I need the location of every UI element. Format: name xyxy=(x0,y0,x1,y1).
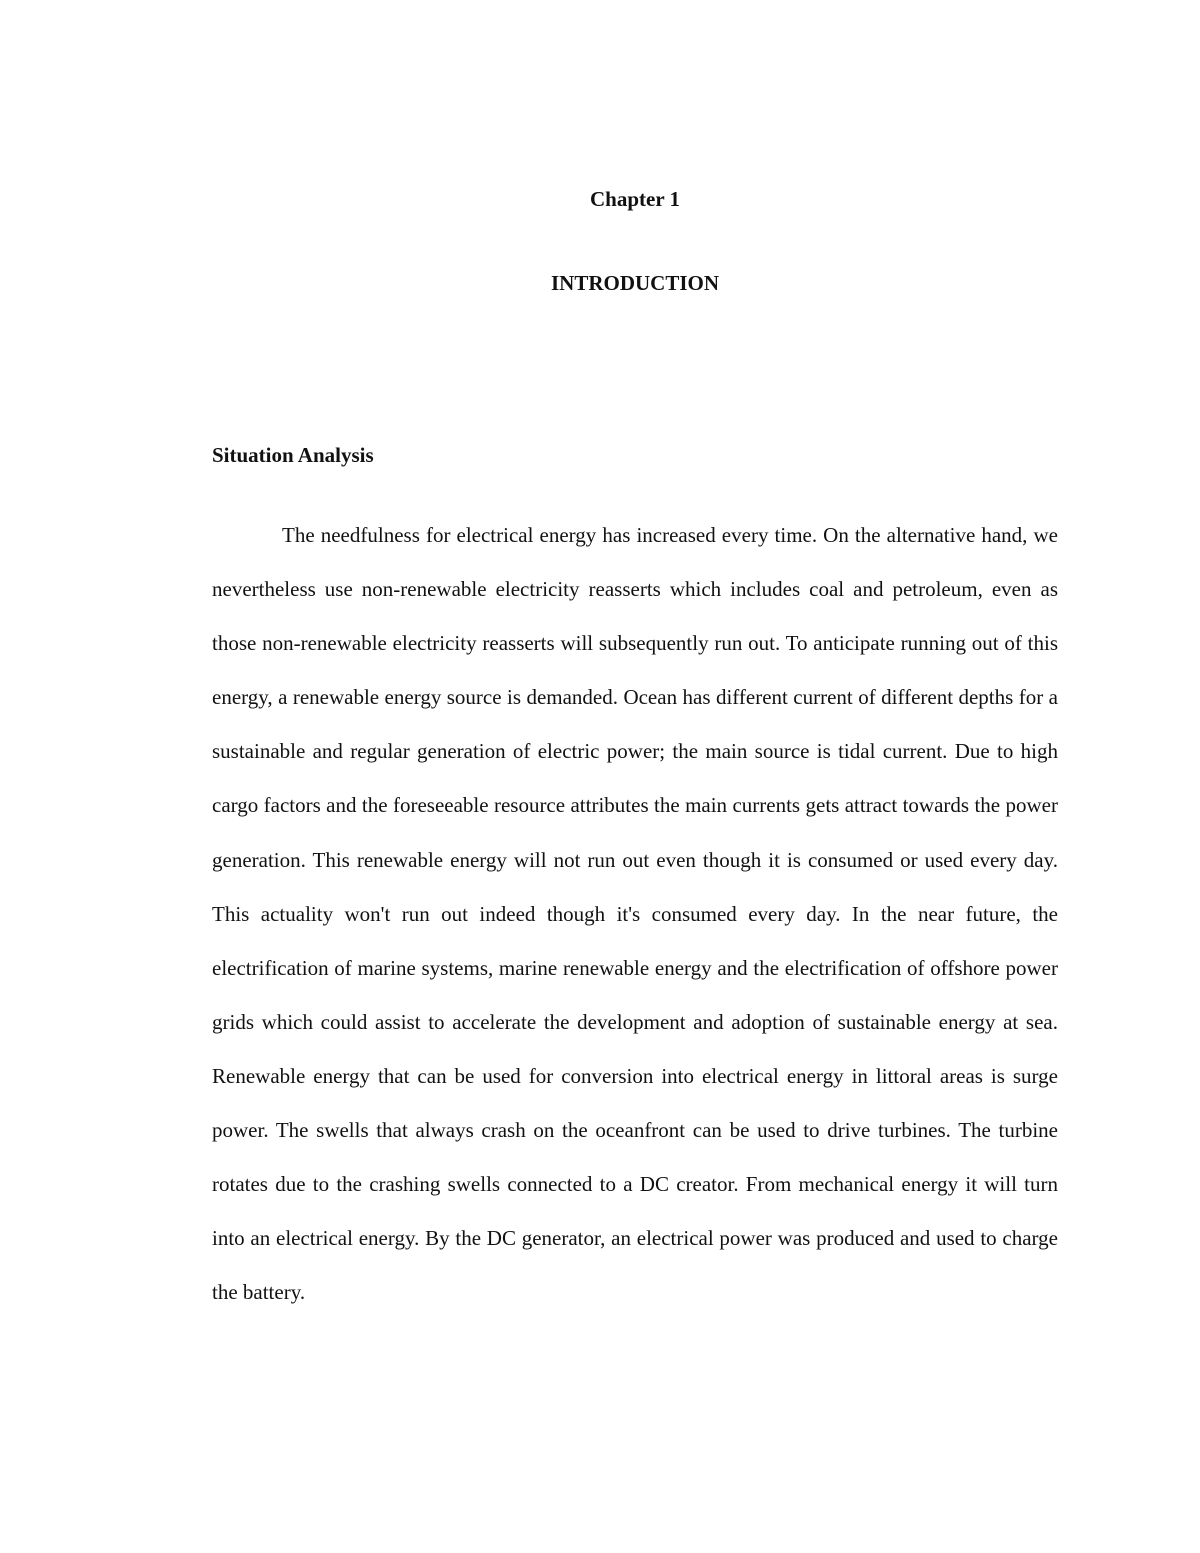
chapter-title: INTRODUCTION xyxy=(550,271,720,295)
chapter-number: Chapter 1 xyxy=(589,187,681,211)
body-paragraph: The needfulness for electrical energy has increased every time. On the alternative hand, we nevertheless use non-renewable electricity reasserts which includes coal and petroleum, even as those non-renewable electricity reasserts will subsequently run out. To anticipate running out of this energy, a renewable energy source is demanded. Ocean has different current of different depths for a sustainable and regular generation of electric power; the main source is tidal current. Due to high cargo factors and the foreseeable resource attributes the main currents gets attract towards the power generation. This renewable energy will not run out even though it is consumed or used every day. This actuality won't run out indeed though it's consumed every day. In the near future, the electrification of marine systems, marine renewable energy and the electrification of offshore power grids which could assist to accelerate the development and adoption of sustainable energy at sea. Renewable energy that can be used for conversion into electrical energy in littoral areas is surge power. The swells that always crash on the oceanfront can be used to drive turbines. The turbine rotates due to the crashing swells connected to a DC creator. From mechanical energy it will turn into an electrical energy. By the DC generator, an electrical power was produced and used to charge the battery. xyxy=(212,523,1058,1305)
section-heading: Situation Analysis xyxy=(212,443,374,467)
